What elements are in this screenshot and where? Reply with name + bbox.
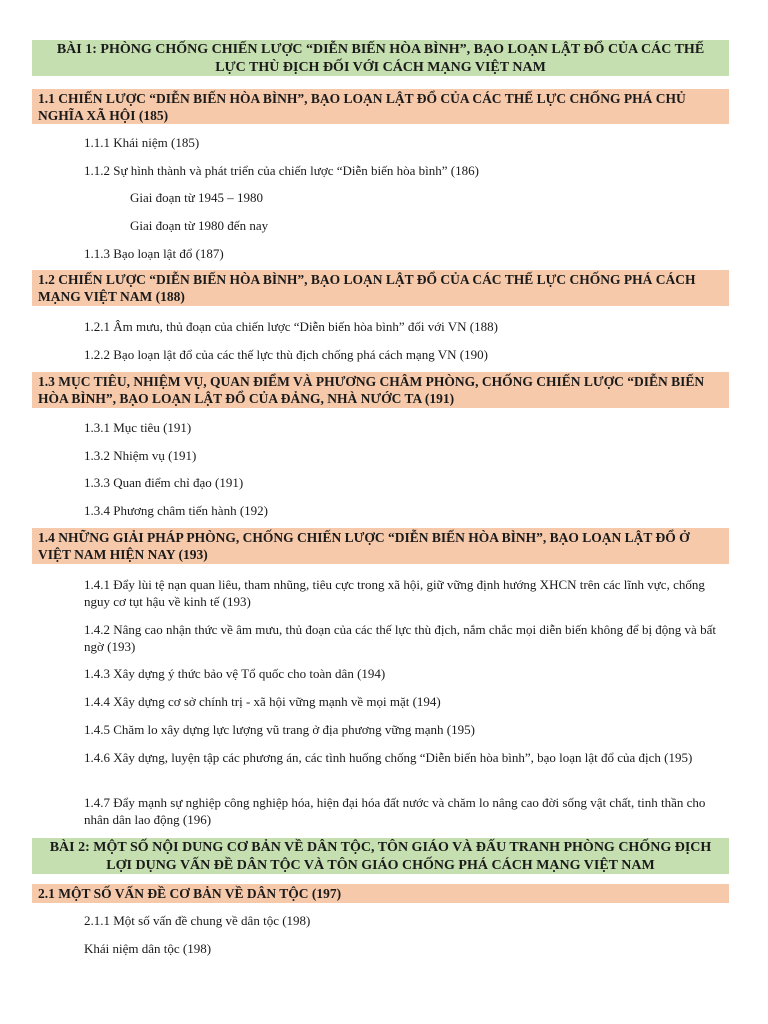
section-1-1-heading: 1.1 CHIẾN LƯỢC “DIỄN BIẾN HÒA BÌNH”, BẠO LOẠN LẬT ĐỔ CỦA CÁC THẾ LỰC CHỐNG PHÁ CHỦ NGHĨA XÃ HỘI (185) <box>32 89 729 124</box>
item-period-1980-now[interactable]: Giai đoạn từ 1980 đến nay <box>130 218 269 233</box>
item-1-1-3[interactable]: 1.1.3 Bạo loạn lật đổ (187) <box>84 246 224 261</box>
item-1-3-1[interactable]: 1.3.1 Mục tiêu (191) <box>84 420 192 435</box>
item-1-1-2[interactable]: 1.1.2 Sự hình thành và phát triển của chiến lược “Diễn biến hòa bình” (186) <box>84 163 479 178</box>
item-1-4-1[interactable]: 1.4.1 Đẩy lùi tệ nạn quan liêu, tham nhũng, tiêu cực trong xã hội, giữ vững định hướng XHCN trên các lĩnh vực, chống nguy cơ tụt hậu về kinh tế (193) <box>84 577 705 609</box>
lesson-2-title: BÀI 2: MỘT SỐ NỘI DUNG CƠ BẢN VỀ DÂN TỘC, TÔN GIÁO VÀ ĐẤU TRANH PHÒNG CHỐNG ĐỊCH LỢI DỤNG VẤN ĐỀ DÂN TỘC VÀ TÔN GIÁO CHỐNG PHÁ CÁCH MẠNG VIỆT NAM <box>32 838 729 874</box>
item-1-2-1[interactable]: 1.2.1 Âm mưu, thủ đoạn của chiến lược “Diễn biến hòa bình” đối với VN (188) <box>84 319 498 334</box>
item-1-3-2[interactable]: 1.3.2 Nhiệm vụ (191) <box>84 448 197 463</box>
item-period-1945-1980[interactable]: Giai đoạn từ 1945 – 1980 <box>130 190 264 205</box>
item-1-2-2[interactable]: 1.2.2 Bạo loạn lật đổ của các thế lực thù địch chống phá cách mạng VN (190) <box>84 347 488 362</box>
item-1-3-4[interactable]: 1.3.4 Phương châm tiến hành (192) <box>84 503 268 518</box>
section-2-1-heading: 2.1 MỘT SỐ VẤN ĐỀ CƠ BẢN VỀ DÂN TỘC (197) <box>32 884 729 903</box>
item-1-4-7[interactable]: 1.4.7 Đẩy mạnh sự nghiệp công nghiệp hóa, hiện đại hóa đất nước và chăm lo nâng cao đời sống vật chất, tinh thần cho nhân dân lao động (196) <box>84 795 706 827</box>
section-1-3-heading: 1.3 MỤC TIÊU, NHIỆM VỤ, QUAN ĐIỂM VÀ PHƯƠNG CHÂM PHÒNG, CHỐNG CHIẾN LƯỢC “DIỄN BIẾN HÒA BÌNH”, BẠO LOẠN LẬT ĐỔ CỦA ĐẢNG, NHÀ NƯỚC TA (191) <box>32 372 729 408</box>
item-1-3-3[interactable]: 1.3.3 Quan điểm chỉ đạo (191) <box>84 475 244 490</box>
item-1-4-3[interactable]: 1.4.3 Xây dựng ý thức bảo vệ Tổ quốc cho toàn dân (194) <box>84 666 386 681</box>
item-1-4-4[interactable]: 1.4.4 Xây dựng cơ sở chính trị - xã hội vững mạnh về mọi mặt (194) <box>84 694 441 709</box>
lesson-1-title: BÀI 1: PHÒNG CHỐNG CHIẾN LƯỢC “DIỄN BIẾN HÒA BÌNH”, BẠO LOẠN LẬT ĐỔ CỦA CÁC THẾ LỰC THÙ ĐỊCH ĐỐI VỚI CÁCH MẠNG VIỆT NAM <box>32 40 729 76</box>
item-1-4-6[interactable]: 1.4.6 Xây dựng, luyện tập các phương án, các tình huống chống “Diễn biến hòa bình”, bạo loạn lật đổ của địch (195) <box>84 750 693 765</box>
item-1-4-5[interactable]: 1.4.5 Chăm lo xây dựng lực lượng vũ trang ở địa phương vững mạnh (195) <box>84 722 475 737</box>
item-ethnic-concept[interactable]: Khái niệm dân tộc (198) <box>84 941 212 956</box>
item-2-1-1[interactable]: 2.1.1 Một số vấn đề chung về dân tộc (198) <box>84 913 311 928</box>
item-1-1-1[interactable]: 1.1.1 Khái niệm (185) <box>84 135 200 150</box>
section-1-2-heading: 1.2 CHIẾN LƯỢC “DIỄN BIẾN HÒA BÌNH”, BẠO LOẠN LẬT ĐỔ CỦA CÁC THẾ LỰC CHỐNG PHÁ CÁCH MẠNG VIỆT NAM (188) <box>32 270 729 306</box>
section-1-4-heading: 1.4 NHỮNG GIẢI PHÁP PHÒNG, CHỐNG CHIẾN LƯỢC “DIỄN BIẾN HÒA BÌNH”, BẠO LOẠN LẬT ĐỔ Ở VIỆT NAM HIỆN NAY (193) <box>32 528 729 564</box>
item-1-4-2[interactable]: 1.4.2 Nâng cao nhận thức về âm mưu, thủ đoạn của các thế lực thù địch, nắm chắc mọi diễn biến không để bị động và bất ngờ (193) <box>84 622 716 654</box>
